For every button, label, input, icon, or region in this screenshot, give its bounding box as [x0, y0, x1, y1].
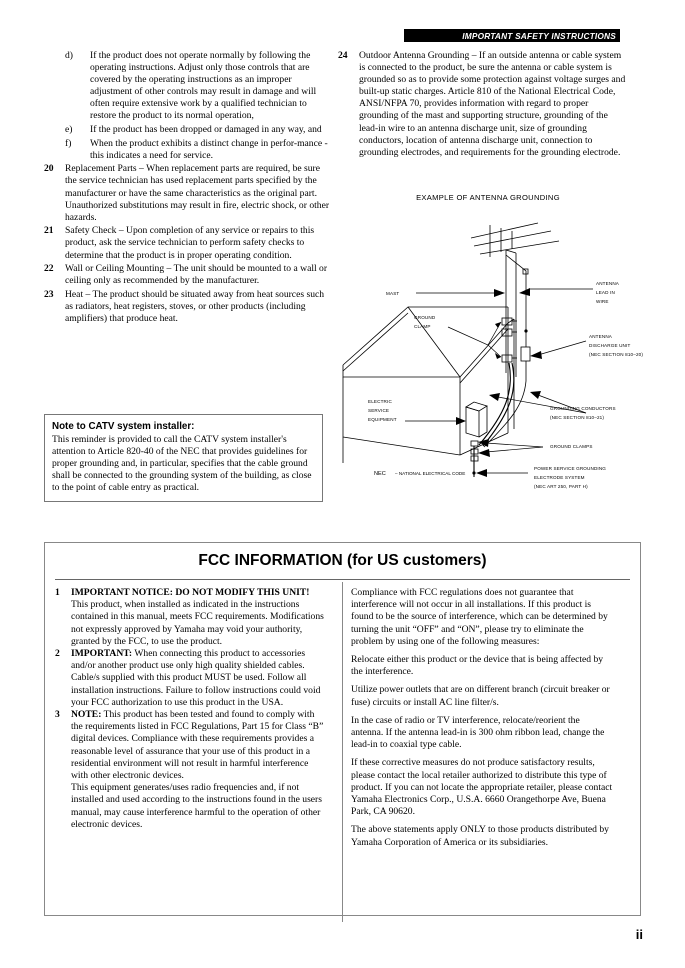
- fcc-information-box: [44, 542, 641, 916]
- diagram-label-antenna-discharge-1: ANTENNA: [589, 334, 613, 339]
- catv-note-text: This reminder is provided to call the CATV system installer's attention to Article 820-40 of the NEC that provides guidelines for proper grounding and, in particular, specifies that the cable ground shall be connected to the grounding system of the building, as close to the point of cable entry as practical.: [52, 434, 312, 494]
- diagram-label-antenna-discharge-3: (NEC SECTION 810–20): [589, 352, 644, 357]
- list-item: [44, 289, 334, 325]
- diagram-label-electric-service-2: SERVICE: [368, 408, 390, 413]
- item-number: 23: [44, 288, 54, 300]
- fcc-item-body: This product, when installed as indicated in the instructions contained in this manual, meets FCC requirements. Modifications not expressly approved by Yamaha may void your authority, granted by the FCC, to use the product.: [71, 599, 324, 647]
- diagram-label-power-service-1: POWER SERVICE GROUNDING: [534, 466, 607, 471]
- list-item: [44, 138, 334, 162]
- diagram-label-grounding-conductors-2: (NEC SECTION 810–21): [550, 415, 605, 420]
- diagram-label-antenna-lead-in-2: LEAD IN: [596, 290, 615, 295]
- sub-item-label: e): [65, 124, 73, 136]
- fcc-item-number: 1: [55, 587, 60, 598]
- item-text: Heat – The product should be situated away from heat sources such as radiators, heat registers, stoves, or other products (including amplifiers) that produce heat.: [65, 288, 325, 324]
- fcc-paragraph: Utilize power outlets that are on different branch (circuit breaker or fuse) circuits or install AC line filter/s.: [351, 684, 610, 708]
- antenna-grounding-diagram: [338, 193, 644, 489]
- fcc-paragraph: Relocate either this product or the device that is being affected by the interference.: [351, 654, 604, 678]
- list-item: [338, 50, 628, 159]
- fcc-item-extra: This equipment generates/uses radio frequencies and, if not installed and used according to the instructions found in the users manual, may cause interference harmful to the operation of other electronic devices.: [71, 782, 322, 830]
- sub-item-text: If the product does not operate normally by following the operating instructions. Adjust only those controls that are covered by the operating instructions as an improper adjustment of other controls may result in damage and will often require extensive work by a qualified technician to restore the product to its normal operation,: [90, 50, 317, 122]
- list-item: [44, 163, 334, 223]
- fcc-paragraph: Compliance with FCC regulations does not guarantee that interference will not occur in all installations. If this product is found to be the source of interference, which can be determined by turning the unit “OFF” and “ON”, please try to eliminate the problem by using one of the following measures:: [351, 587, 608, 647]
- item-text: Outdoor Antenna Grounding – If an outside antenna or cable system is connected to the product, be sure the antenna or cable system is grounded so as to provide some protection against voltage surges and built-up static charges. Article 810 of the National Electrical Code, ANSI/NFPA 70, provides information with regard to proper grounding of the mast and supporting structure, grounding of the lead-in wire to an antenna discharge unit, size of grounding conductors, location of antenna discharge unit, connection to grounding electrodes, and requirements for the grounding electrode.: [359, 50, 626, 158]
- fcc-item-number: 2: [55, 648, 60, 660]
- diagram-label-electric-service-1: ELECTRIC: [368, 399, 392, 404]
- safety-instructions-right-column: [338, 50, 628, 160]
- catv-note-box: [44, 414, 323, 502]
- list-item: [44, 225, 334, 261]
- sub-item-label: f): [65, 137, 72, 149]
- running-header-title: IMPORTANT SAFETY INSTRUCTIONS: [462, 30, 616, 41]
- diagram-label-power-service-2: ELECTRODE SYSTEM: [534, 475, 585, 480]
- diagram-label-antenna-lead-in-1: ANTENNA: [596, 281, 620, 286]
- fcc-item-lead: NOTE:: [71, 709, 102, 721]
- diagram-label-grounding-conductors-1: GROUNDING CONDUCTORS: [550, 406, 616, 411]
- list-item: [44, 263, 334, 287]
- fcc-item-body: This product has been tested and found to comply with the requirements listed in FCC Regulations, Part 15 for Class “B” digital devices. Compliance with these requirements provides a reasonable level of assurance that your use of this product in a residential environment will not result in harmful interference with other electronic devices.: [71, 709, 324, 782]
- catv-note-title: Note to CATV system installer:: [52, 421, 195, 432]
- list-item: [44, 50, 334, 123]
- item-number: 22: [44, 263, 54, 275]
- diagram-label-electric-service-3: EQUIPMENT: [368, 417, 397, 422]
- antenna-grounding-illustration: [338, 205, 644, 489]
- diagram-label-mast: MAST: [386, 291, 400, 296]
- safety-instructions-left-column: [44, 50, 334, 327]
- fcc-item-lead: IMPORTANT:: [71, 648, 133, 660]
- item-text: Wall or Ceiling Mounting – The unit should be mounted to a wall or ceiling only as recommended by the manufacturer.: [65, 263, 328, 287]
- diagram-label-antenna-discharge-2: DISCHARGE UNIT: [589, 343, 631, 348]
- item-number: 20: [44, 163, 54, 175]
- page-number: ii: [635, 927, 643, 942]
- item-number: 24: [338, 50, 348, 61]
- item-text: Safety Check – Upon completion of any service or repairs to this product, ask the service technician to perform safety checks to determine that the product is in proper operating condition.: [65, 225, 315, 261]
- fcc-list-item: [55, 709, 324, 782]
- running-header-band: [404, 29, 620, 42]
- fcc-title: FCC INFORMATION (for US customers): [198, 552, 487, 569]
- fcc-list-item: [55, 587, 324, 599]
- fcc-paragraph: In the case of radio or TV interference, relocate/reorient the antenna. If the antenna lead-in is 300 ohm ribbon lead, change the lead-in to coaxial type cable.: [351, 714, 605, 751]
- sub-item-text: When the product exhibits a distinct change in perfor-mance - this indicates a need for service.: [90, 137, 328, 161]
- fcc-columns: [45, 580, 640, 855]
- fcc-paragraph: The above statements apply ONLY to those products distributed by Yamaha Corporation of America or its subsidiaries.: [351, 824, 609, 848]
- diagram-title: EXAMPLE OF ANTENNA GROUNDING: [416, 193, 560, 202]
- list-item: [44, 124, 334, 136]
- fcc-left-column: [55, 587, 334, 855]
- diagram-label-ground-clamp-1: GROUND: [414, 315, 436, 320]
- sub-item-label: d): [65, 50, 73, 61]
- fcc-item-lead: IMPORTANT NOTICE: DO NOT MODIFY THIS UNIT!: [71, 587, 310, 598]
- sub-item-text: If the product has been dropped or damaged in any way, and: [90, 124, 322, 136]
- item-number: 21: [44, 225, 54, 237]
- fcc-list-item: [55, 648, 324, 709]
- diagram-label-ground-clamp-2: CLAMP: [414, 324, 431, 329]
- fcc-item-body: When connecting this product to accessories and/or another product use only high quality shielded cables. Cable/s supplied with this product MUST be used. Follow all installation instructions. Failure to follow instructions could void your FCC authorization to use this product in the USA.: [71, 648, 321, 708]
- fcc-item-number: 3: [55, 709, 60, 721]
- diagram-label-ground-clamps: GROUND CLAMPS: [550, 444, 593, 449]
- fcc-paragraph: If these corrective measures do not produce satisfactory results, please contact the local retailer authorized to distribute this type of product. If you can not locate the appropriate retailer, please contact Yamaha Electronics Corp., U.S.A. 6660 Orangethorpe Ave, Buena Park, CA 90620.: [351, 757, 613, 818]
- diagram-nec-key-text: – NATIONAL ELECTRICAL CODE: [395, 471, 466, 476]
- diagram-label-power-service-3: (NEC ART 250, PART H): [534, 484, 588, 489]
- diagram-nec-key-abbr: NEC: [374, 471, 386, 477]
- item-text: Replacement Parts – When replacement parts are required, be sure the service technician has used replacement parts specified by the manufacturer or have the same characteristics as the original part. Unauthorized substitutions may result in fire, electric shock, or other hazards.: [65, 163, 330, 223]
- fcc-right-column: [334, 587, 613, 855]
- diagram-label-antenna-lead-in-3: WIRE: [596, 299, 609, 304]
- fcc-column-divider: [342, 582, 343, 922]
